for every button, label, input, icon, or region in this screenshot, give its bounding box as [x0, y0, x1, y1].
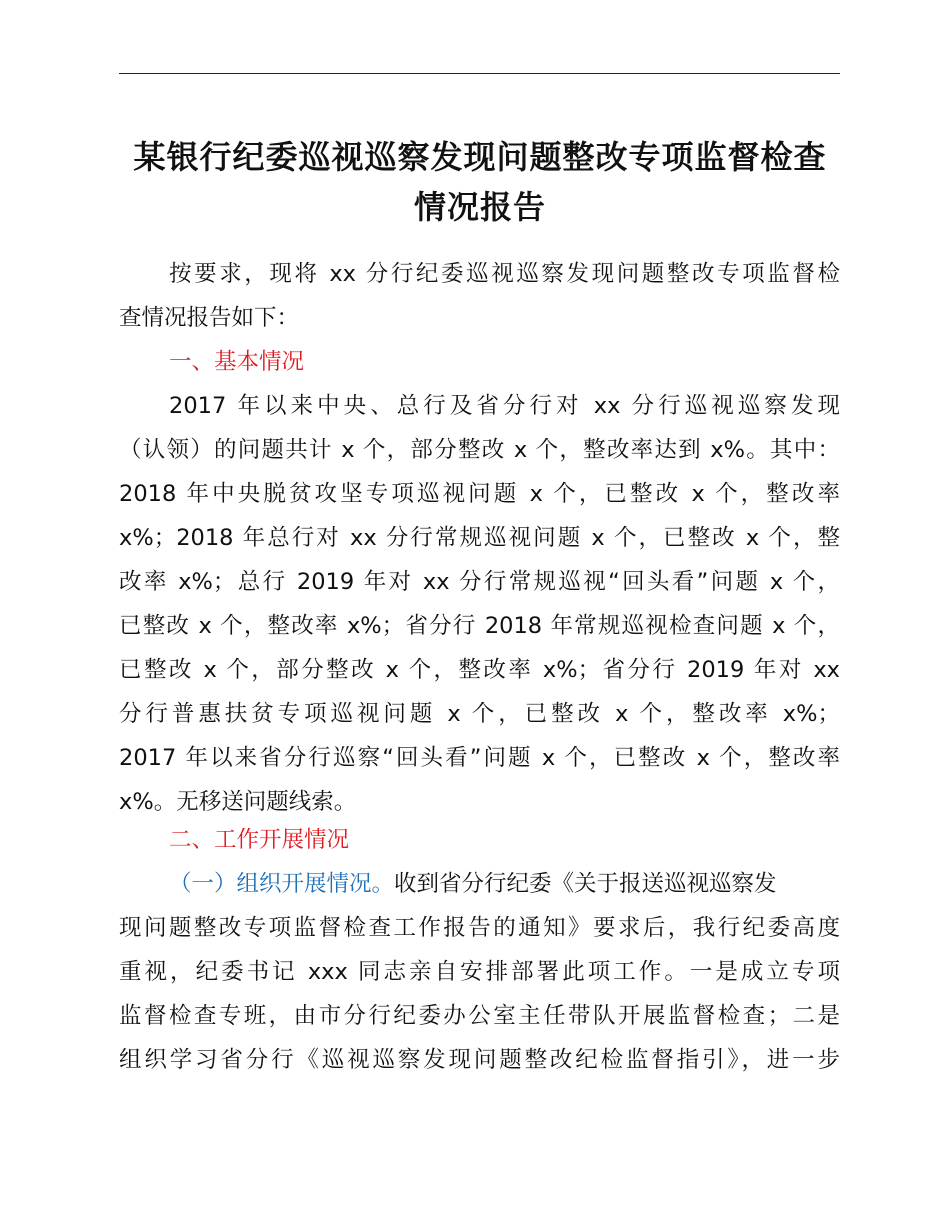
- title-line-1: 某银行纪委巡视巡察发现问题整改专项监督检查: [133, 138, 827, 176]
- body-line: 组织学习省分行《巡视巡察发现问题整改纪检监督指引》，进一步: [119, 1047, 840, 1073]
- intro-line-1: 按要求，现将 xx 分行纪委巡视巡察发现问题整改专项监督检: [169, 261, 840, 287]
- document-title: [110, 132, 850, 232]
- body-line: 2018 年中央脱贫攻坚专项巡视问题 x 个，已整改 x 个，整改率: [119, 481, 840, 507]
- section-heading-work: 二、工作开展情况: [169, 827, 350, 853]
- body-line: 已整改 x 个，部分整改 x 个，整改率 x%；省分行 2019 年对 xx: [119, 657, 840, 683]
- body-line: 改率 x%；总行 2019 年对 xx 分行常规巡视“回头看”问题 x 个，: [119, 569, 840, 595]
- body-line: 分行普惠扶贫专项巡视问题 x 个，已整改 x 个，整改率 x%；: [119, 701, 840, 727]
- body-line: 2017 年以来中央、总行及省分行对 xx 分行巡视巡察发现: [169, 393, 840, 419]
- body-line: 现问题整改专项监督检查工作报告的通知》要求后，我行纪委高度: [119, 915, 840, 941]
- body-line: 2017 年以来省分行巡察“回头看”问题 x 个，已整改 x 个，整改率: [119, 745, 840, 771]
- intro-line-2: 查情况报告如下：: [119, 305, 300, 331]
- header-rule: [119, 73, 840, 74]
- body-line: x%；2018 年总行对 xx 分行常规巡视问题 x 个，已整改 x 个，整: [119, 525, 840, 551]
- subsection-first-line: [169, 862, 777, 906]
- section-heading-basic: 一、基本情况: [169, 349, 305, 375]
- title-line-2: 情况报告: [413, 188, 546, 226]
- subsection-first-line-text: 收到省分行纪委《关于报送巡视巡察发: [394, 871, 777, 897]
- body-line: x%。无移送问题线索。: [119, 789, 357, 815]
- subsection-heading-organization: （一）组织开展情况。: [169, 871, 395, 897]
- body-line: 已整改 x 个，整改率 x%；省分行 2018 年常规巡视检查问题 x 个，: [119, 613, 840, 639]
- body-line: 重视，纪委书记 xxx 同志亲自安排部署此项工作。一是成立专项: [119, 959, 840, 985]
- body-line: 监督检查专班，由市分行纪委办公室主任带队开展监督检查；二是: [119, 1003, 840, 1029]
- body-line: （认领）的问题共计 x 个，部分整改 x 个，整改率达到 x%。其中：: [119, 437, 840, 463]
